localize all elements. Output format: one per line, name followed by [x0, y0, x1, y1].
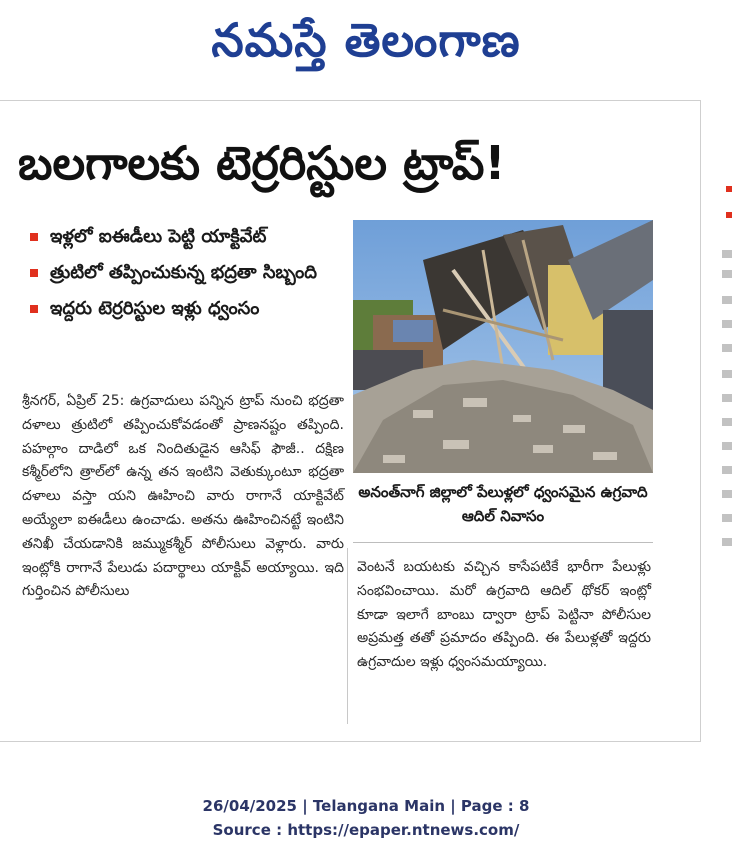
adjacent-text-fragment [722, 370, 732, 378]
adjacent-bullet-mark [726, 212, 732, 218]
masthead [0, 0, 732, 92]
bullet-list [26, 222, 346, 330]
bullet-square-icon [30, 305, 38, 313]
bullet-text: త్రుటిలో తప్పించుకున్న భద్రతా సిబ్బంది [50, 262, 317, 283]
adjacent-text-fragment [722, 270, 732, 278]
source-line: Source : https://epaper.ntnews.com/ [212, 821, 520, 839]
adjacent-text-fragment [722, 418, 732, 426]
adjacent-bullet-mark [726, 186, 732, 192]
article-photo [353, 220, 653, 473]
adjacent-text-fragment [722, 344, 732, 352]
adjacent-text-fragment [722, 296, 732, 304]
adjacent-article-strip [700, 100, 732, 740]
adjacent-text-fragment [722, 394, 732, 402]
article-body-right-column: వెంటనే బయటకు వచ్చిన కాసేపటికే భారీగా పేలుళ్లు సంభవించాయి. మరో ఉగ్రవాది ఆదిల్ థోకర్ ఇంట్లో కూడా ఇలాగే బాంబు ద్వారా ట్రాప్ పెట్టినా పోలీసుల అప్రమత్త తతో ప్రమాదం తప్పింది. ఈ పేలుళ్లతో ఇద్దరు ఉగ్రవాదుల ఇళ్లు ధ్వంసమయ్యాయి. [357, 559, 651, 671]
bullet-square-icon [30, 233, 38, 241]
column-divider [347, 548, 348, 724]
bullet-text: ఇళ్లలో ఐఈడీలు పెట్టి యాక్టివేట్ [50, 226, 267, 247]
bullet-point [26, 222, 346, 252]
bullet-point [26, 294, 346, 324]
article-body-left-column: శ్రీనగర్, ఏప్రిల్ 25: ఉగ్రవాదులు పన్నిన ట్రాప్ నుంచి భద్రతా దళాలు త్రుటిలో తప్పించుకోవడంతో ప్రాణనష్టం తప్పింది. పహల్గాం దాడిలో ఒక నిందితుడైన ఆసిఫ్ ఫౌజీ.. దక్షిణ కశ్మీర్‌లోని త్రాల్‌లో ఉన్న తన ఇంటిని వెతుక్కుంటూ భద్రతా దళాలు వస్తా యని ఊహించి వారు రాగానే యాక్టివేట్ అయ్యేలా ఐఈడీలు ఉంచాడు. అతను ఊహించినట్టే ఇంటిని తనిఖీ చేయడానికి జమ్ముకశ్మీర్ పోలీసులు వెళ్లారు. వారు ఇంట్లోకి రాగానే పేలుడు పదార్థాలు యాక్టివ్ అయ్యాయి. ఇది గుర్తించిన పోలీసులు [22, 393, 344, 600]
adjacent-text-fragment [722, 466, 732, 474]
adjacent-text-fragment [722, 490, 732, 498]
publication-date-line: 26/04/2025 | Telangana Main | Page : 8 [202, 797, 530, 815]
collapsed-house-illustration [353, 220, 653, 473]
article-headline: బలగాలకు టెర్రరిస్టుల ట్రాప్! [18, 136, 506, 190]
adjacent-text-fragment [722, 442, 732, 450]
adjacent-text-fragment [722, 320, 732, 328]
bullet-text: ఇద్దరు టెర్రరిస్టుల ఇళ్లు ధ్వంసం [50, 298, 260, 319]
clipping-footer [0, 794, 732, 842]
adjacent-text-fragment [722, 514, 732, 522]
adjacent-text-fragment [722, 250, 732, 258]
adjacent-text-fragment [722, 538, 732, 546]
photo-caption: అనంత్‌నాగ్ జిల్లాలో పేలుళ్లలో ధ్వంసమైన ఉగ్రవాది ఆదిల్ నివాసం [353, 480, 653, 543]
bullet-square-icon [30, 269, 38, 277]
bullet-point [26, 258, 346, 288]
masthead-logo-text: నమస్తే తెలంగాణ [211, 13, 521, 67]
